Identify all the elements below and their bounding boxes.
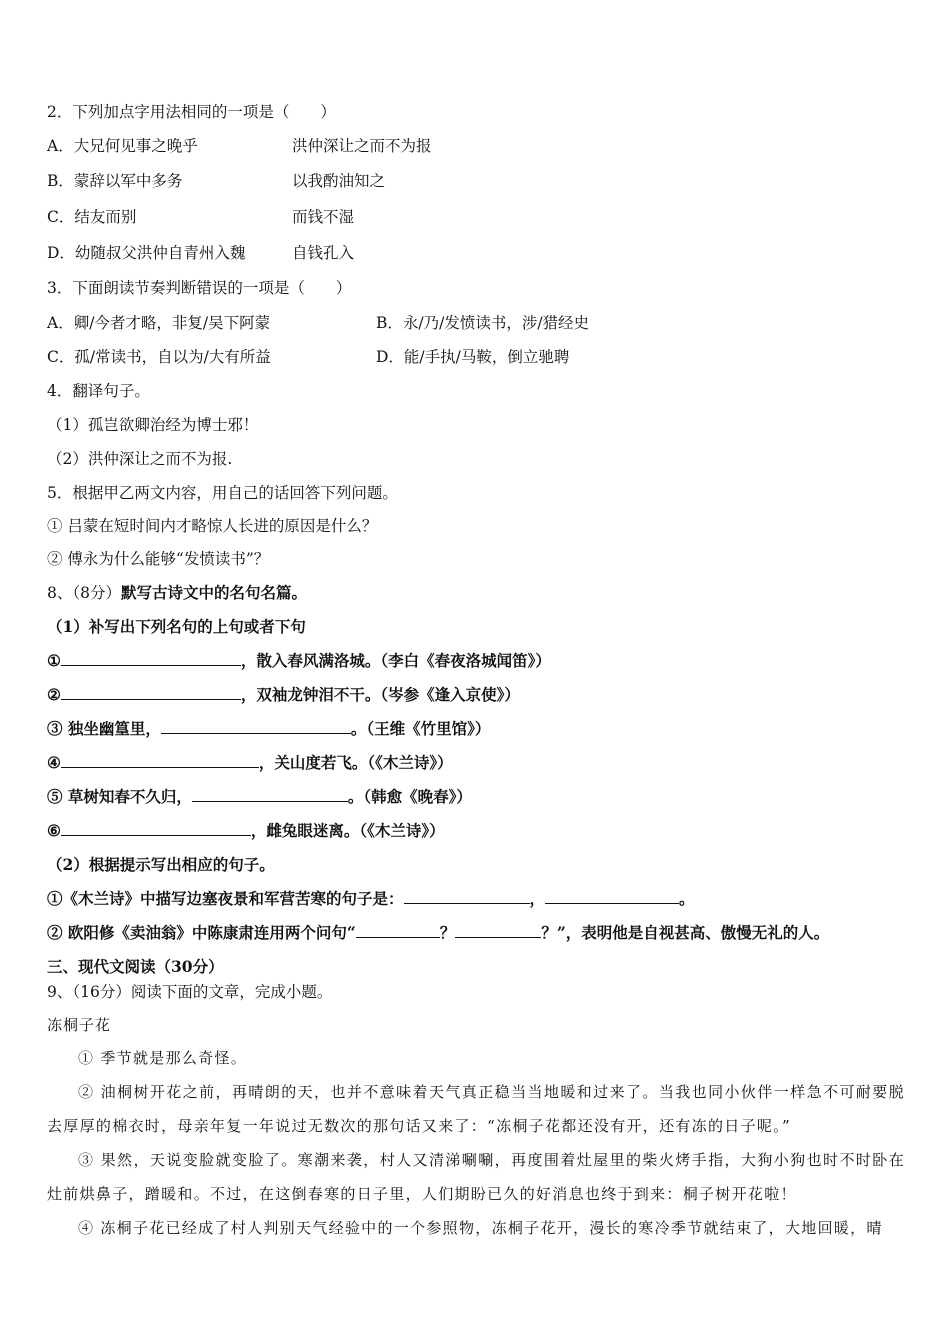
q8-part2-item-2: [47, 923, 829, 943]
answer-blank[interactable]: [455, 923, 541, 938]
q8-item-3-text-before: ③ 独坐幽篁里，: [47, 719, 161, 738]
q9-stem: 9、（16分）阅读下面的文章，完成小题。: [47, 983, 333, 1001]
article-paragraph-4: ④ 冻桐子花已经成了村人判别天气经验中的一个参照物，冻桐子花开，漫长的寒冷季节就结束了，大地回暖，晴: [78, 1219, 883, 1237]
answer-blank[interactable]: [61, 651, 241, 666]
article-paragraph-2: ② 油桐树开花之前，再晴朗的天，也并不意味着天气真正稳当当地暖和过来了。当我也同小伙伴一样急不可耐要脱去厚厚的棉衣时，母亲年复一年说过无数次的那句话又来了：“冻桐子花都还没有开，还有冻的日子呢。”: [47, 1083, 905, 1135]
q4-item-1: （1）孤岂欲卿治经为博士邪！: [47, 416, 259, 434]
q8-part1-heading: （1）补写出下列名句的上句或者下句: [47, 617, 306, 636]
answer-blank[interactable]: [404, 889, 530, 904]
q2-option-b: B．蒙辞以军中多务: [47, 172, 183, 190]
q8-item-1: [47, 651, 551, 671]
q5-item-1: ① 吕蒙在短时间内才略惊人长进的原因是什么？: [47, 517, 378, 535]
q8-item-5-text-before: ⑤ 草树知春不久归，: [47, 787, 192, 806]
q2-option-b-compare: 以我酌油知之: [292, 172, 386, 190]
q8-part2-item-2-sep: ？: [439, 923, 456, 942]
article-paragraph-3: ③ 果然，天说变脸就变脸了。寒潮来袭，村人又清涕唰唰，再度围着灶屋里的柴火烤手指，大狗小狗也时不时卧在灶前烘鼻子，蹭暖和。不过，在这倒春寒的日子里，人们期盼已久的好消息也终于到来：桐子树开花啦！: [47, 1151, 905, 1203]
q2-option-d: D．幼随叔父洪仲自青州入魏: [47, 244, 246, 262]
q8-item-2-number: ②: [47, 685, 61, 704]
q2-option-c: C．结友而别: [47, 208, 137, 226]
answer-blank[interactable]: [545, 889, 679, 904]
q8-part2-item-2-text: ② 欧阳修《卖油翁》中陈康肃连用两个问句“: [47, 923, 356, 942]
q8-item-6-number: ⑥: [47, 821, 61, 840]
q8-stem-prefix: 8、（8分）: [47, 584, 121, 602]
q8-item-1-text: ，散入春风满洛城。（李白《春夜洛城闻笛》）: [240, 651, 551, 670]
q2-option-a-compare: 洪仲深让之而不为报: [292, 137, 432, 155]
q3-option-c: C．孤/常读书，自以为/大有所益: [47, 348, 271, 366]
q8-item-5-text: 。（韩愈《晚春》）: [347, 787, 472, 806]
answer-blank[interactable]: [192, 787, 348, 802]
q8-stem-title: 默写古诗文中的名句名篇。: [120, 583, 307, 602]
q8-item-6-text: ，雌兔眼迷离。（《木兰诗》）: [250, 821, 445, 840]
answer-blank[interactable]: [61, 685, 241, 700]
q8-part2-item-1-sep: ，: [529, 889, 546, 908]
answer-blank[interactable]: [161, 719, 351, 734]
answer-blank[interactable]: [61, 753, 259, 768]
q8-part2-item-1-text: ①《木兰诗》中描写边塞夜景和军营苦寒的句子是：: [47, 889, 404, 908]
article-paragraph-1: ① 季节就是那么奇怪。: [78, 1049, 248, 1067]
section-3-heading: 三、现代文阅读（30分）: [47, 957, 224, 976]
article-title: 冻桐子花: [47, 1016, 112, 1034]
q8-part2-item-1-end: 。: [679, 889, 695, 908]
q2-option-a: A．大兄何见事之晚乎: [47, 137, 198, 155]
q8-item-2: [47, 685, 520, 705]
q5-item-2: ② 傅永为什么能够“发愤读书”？: [47, 550, 270, 568]
q8-item-4-text: ，关山度若飞。（《木兰诗》）: [258, 753, 453, 772]
q4-item-2: （2）洪仲深让之而不为报.: [47, 450, 233, 468]
q5-stem: 5．根据甲乙两文内容，用自己的话回答下列问题。: [47, 484, 398, 502]
q8-item-4-number: ④: [47, 753, 61, 772]
q3-option-b: B．永/乃/发愤读书，涉/猎经史: [376, 314, 590, 332]
q2-stem: 2．下列加点字用法相同的一项是（ ）: [47, 103, 336, 121]
q8-part2-item-2-end: ？”，表明他是自视甚高、傲慢无礼的人。: [541, 923, 830, 942]
q8-item-5: [47, 787, 472, 807]
q8-item-6: [47, 821, 445, 841]
q8-part2-item-1: [47, 889, 695, 909]
q8-item-4: [47, 753, 453, 773]
q3-option-d: D．能/手执/马鞍，倒立驰聘: [376, 348, 570, 366]
q8-item-3-text: 。（王维《竹里馆》）: [350, 719, 491, 738]
q8-item-2-text: ，双袖龙钟泪不干。（岑参《逢入京使》）: [240, 685, 520, 704]
q2-option-d-compare: 自钱孔入: [292, 244, 355, 262]
answer-blank[interactable]: [61, 821, 251, 836]
q3-option-a: A．卿/今者才略，非复/吴下阿蒙: [47, 314, 271, 332]
q3-stem: 3．下面朗读节奏判断错误的一项是（ ）: [47, 279, 352, 297]
q8-item-1-number: ①: [47, 651, 61, 670]
q4-stem: 4．翻译句子。: [47, 382, 150, 400]
q8-part2-heading: （2）根据提示写出相应的句子。: [47, 855, 275, 874]
q8-item-3: [47, 719, 490, 739]
q8-stem: [47, 583, 307, 603]
answer-blank[interactable]: [356, 923, 440, 938]
q2-option-c-compare: 而钱不湿: [292, 208, 355, 226]
